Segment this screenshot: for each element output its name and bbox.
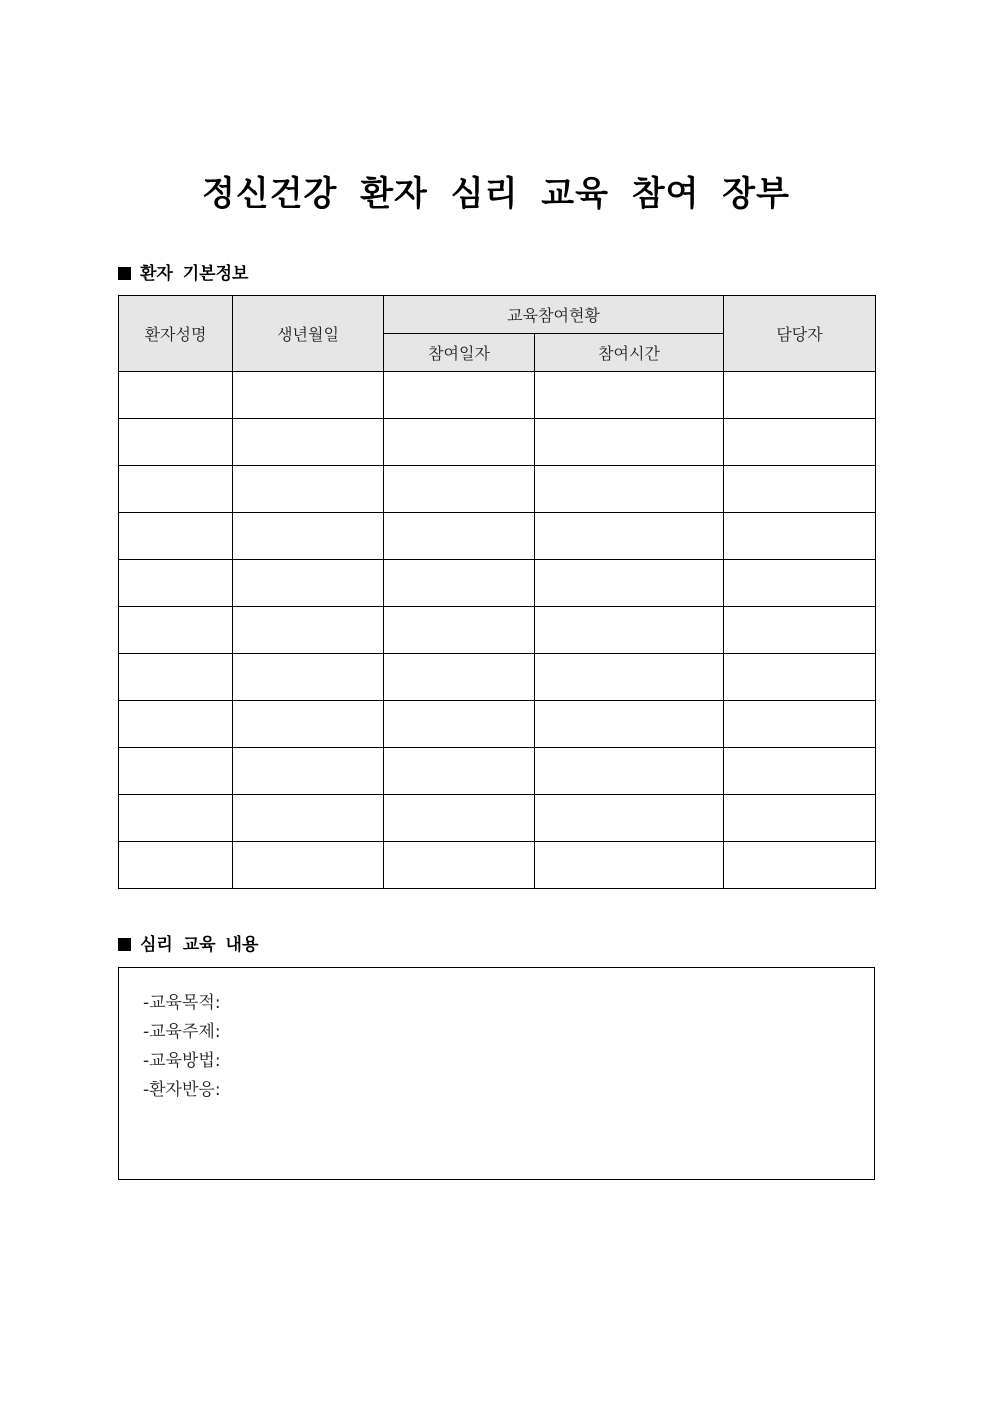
staff-cell[interactable]	[724, 513, 876, 560]
birth-date-cell[interactable]	[233, 748, 384, 795]
header-staff: 담당자	[724, 296, 876, 372]
participation-date-cell[interactable]	[384, 701, 535, 748]
birth-date-cell[interactable]	[233, 654, 384, 701]
patient-name-cell[interactable]	[119, 795, 233, 842]
header-participation-time: 참여시간	[535, 334, 724, 372]
table-row	[119, 466, 876, 513]
birth-date-cell[interactable]	[233, 513, 384, 560]
patient-name-cell[interactable]	[119, 419, 233, 466]
participation-date-cell[interactable]	[384, 748, 535, 795]
staff-cell[interactable]	[724, 654, 876, 701]
black-square-icon	[118, 267, 131, 280]
table-row	[119, 842, 876, 889]
patient-name-cell[interactable]	[119, 607, 233, 654]
education-content-box[interactable]	[118, 967, 875, 1180]
participation-date-cell[interactable]	[384, 419, 535, 466]
birth-date-cell[interactable]	[233, 607, 384, 654]
table-row	[119, 560, 876, 607]
participation-date-cell[interactable]	[384, 654, 535, 701]
staff-cell[interactable]	[724, 560, 876, 607]
patient-name-cell[interactable]	[119, 466, 233, 513]
header-patient-name: 환자성명	[119, 296, 233, 372]
staff-cell[interactable]	[724, 748, 876, 795]
patient-name-cell[interactable]	[119, 372, 233, 419]
table-row	[119, 654, 876, 701]
staff-cell[interactable]	[724, 607, 876, 654]
participation-time-cell[interactable]	[535, 654, 724, 701]
education-purpose-line: -교육목적:	[143, 993, 221, 1013]
table-row	[119, 607, 876, 654]
participation-time-cell[interactable]	[535, 372, 724, 419]
patient-name-cell[interactable]	[119, 842, 233, 889]
header-birth-date: 생년월일	[233, 296, 384, 372]
staff-cell[interactable]	[724, 466, 876, 513]
staff-cell[interactable]	[724, 372, 876, 419]
patient-info-table	[118, 295, 876, 889]
participation-time-cell[interactable]	[535, 607, 724, 654]
table-row	[119, 513, 876, 560]
participation-time-cell[interactable]	[535, 419, 724, 466]
section-heading-label: 심리 교육 내용	[140, 935, 259, 955]
staff-cell[interactable]	[724, 795, 876, 842]
participation-time-cell[interactable]	[535, 701, 724, 748]
birth-date-cell[interactable]	[233, 795, 384, 842]
participation-date-cell[interactable]	[384, 607, 535, 654]
section-heading-education-content	[118, 930, 258, 955]
black-square-icon	[118, 938, 131, 951]
patient-name-cell[interactable]	[119, 560, 233, 607]
patient-name-cell[interactable]	[119, 513, 233, 560]
birth-date-cell[interactable]	[233, 560, 384, 607]
participation-time-cell[interactable]	[535, 466, 724, 513]
birth-date-cell[interactable]	[233, 842, 384, 889]
participation-date-cell[interactable]	[384, 560, 535, 607]
table-row	[119, 419, 876, 466]
participation-date-cell[interactable]	[384, 513, 535, 560]
participation-date-cell[interactable]	[384, 842, 535, 889]
participation-date-cell[interactable]	[384, 795, 535, 842]
birth-date-cell[interactable]	[233, 701, 384, 748]
table-row	[119, 701, 876, 748]
patient-name-cell[interactable]	[119, 748, 233, 795]
participation-time-cell[interactable]	[535, 513, 724, 560]
participation-date-cell[interactable]	[384, 372, 535, 419]
patient-response-line: -환자반응:	[143, 1080, 221, 1100]
participation-date-cell[interactable]	[384, 466, 535, 513]
patient-name-cell[interactable]	[119, 701, 233, 748]
staff-cell[interactable]	[724, 701, 876, 748]
patient-name-cell[interactable]	[119, 654, 233, 701]
staff-cell[interactable]	[724, 419, 876, 466]
education-method-line: -교육방법:	[143, 1051, 221, 1071]
table-row	[119, 795, 876, 842]
birth-date-cell[interactable]	[233, 372, 384, 419]
participation-time-cell[interactable]	[535, 795, 724, 842]
section-heading-label: 환자 기본정보	[140, 264, 249, 284]
table-row	[119, 748, 876, 795]
participation-time-cell[interactable]	[535, 842, 724, 889]
header-participation-date: 참여일자	[384, 334, 535, 372]
table-row	[119, 372, 876, 419]
birth-date-cell[interactable]	[233, 419, 384, 466]
header-participation-status: 교육참여현황	[384, 296, 724, 334]
staff-cell[interactable]	[724, 842, 876, 889]
education-topic-line: -교육주제:	[143, 1022, 221, 1042]
document-title: 정신건강 환자 심리 교육 참여 장부	[202, 174, 790, 214]
participation-time-cell[interactable]	[535, 748, 724, 795]
participation-time-cell[interactable]	[535, 560, 724, 607]
section-heading-patient-info	[118, 259, 248, 284]
birth-date-cell[interactable]	[233, 466, 384, 513]
